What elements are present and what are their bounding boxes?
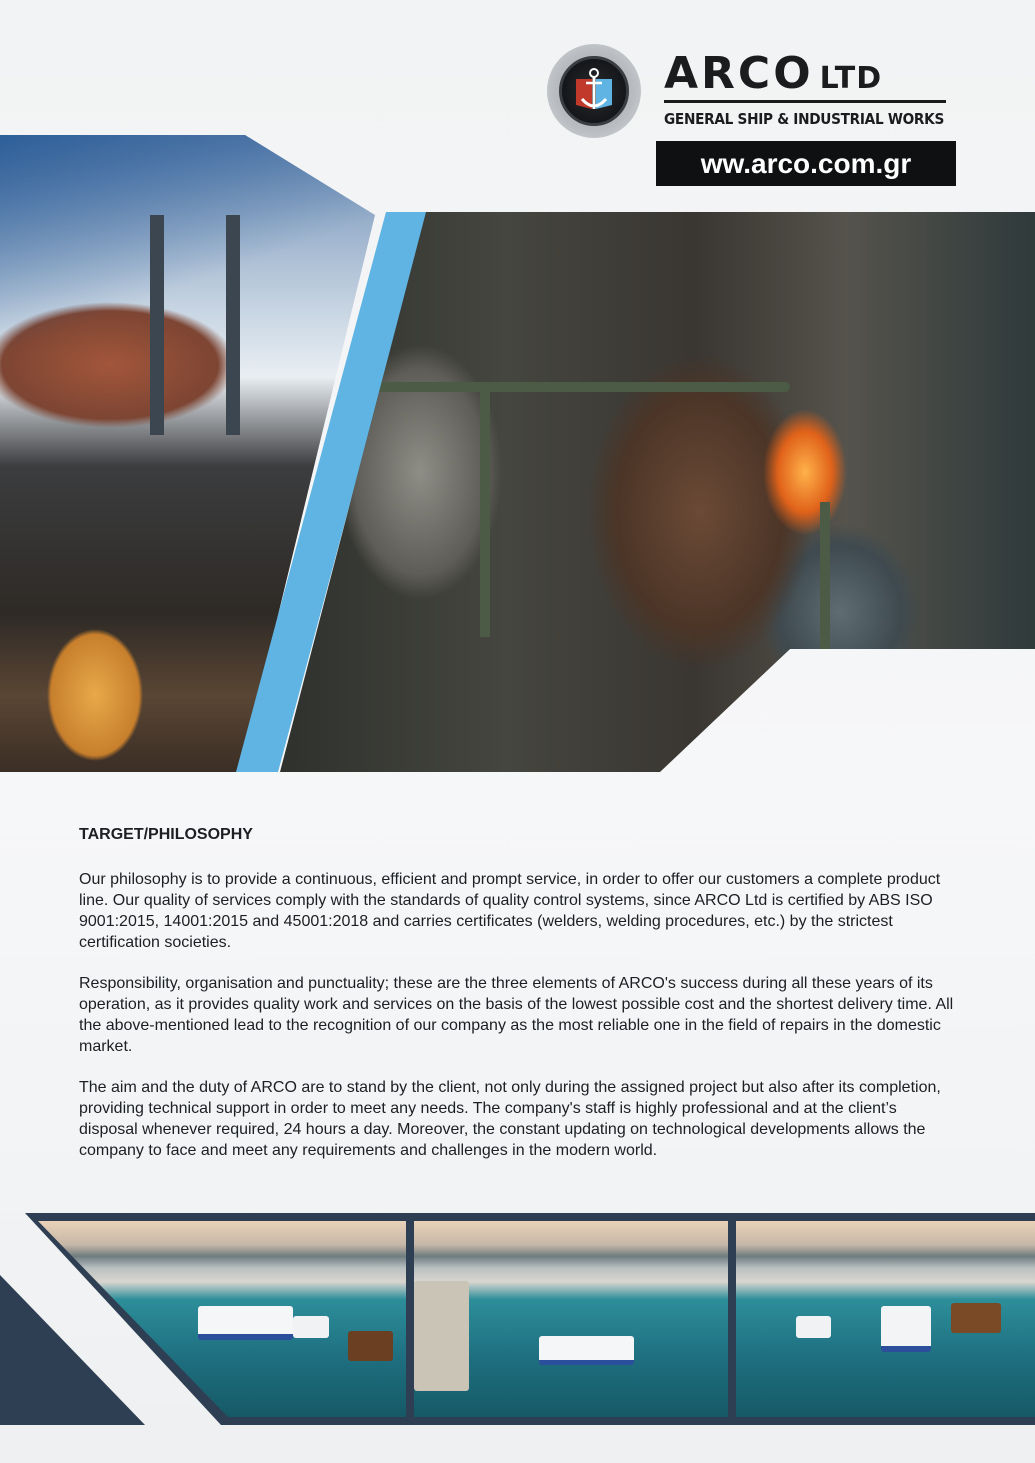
ferry <box>881 1306 931 1352</box>
brand-tagline: GENERAL SHIP & INDUSTRIAL WORKS <box>664 110 945 128</box>
crane-structure <box>150 215 240 435</box>
brand-suffix: LTD <box>819 61 883 96</box>
paragraph: Our philosophy is to provide a continuous, efficient and prompt service, in order to offer our customers a complete product line. Our quality of services comply with the standards of quality control systems, since ARCO Ltd is certified by ABS ISO 9001:2015, 14001:2015 and 45001:2018 and carries certificates (welders, welding procedures, etc.) by the strictest certification societies. <box>79 871 941 951</box>
brand-name: ARCO LTD <box>664 48 883 99</box>
website-link[interactable]: ww.arco.com.gr <box>656 141 956 186</box>
paragraph: Responsibility, organisation and punctuality; these are the three elements of ARCO's success during all these years of its operation, as it provides quality work and services on the basis of the lowest possible cost and the shortest delivery time. All the above-mentioned lead to the recognition of our company as the most reliable one in the field of repairs in the domestic market. <box>79 975 954 1055</box>
railing-post <box>820 502 830 652</box>
harbor-photo <box>736 1221 1035 1417</box>
harbor-photo <box>414 1221 728 1417</box>
paragraph: The aim and the duty of ARCO are to stand by the client, not only during the assigned project but also after its completion, providing technical support in order to meet any needs. The company's staff is highly professional and at the client’s disposal whenever required, 24 hours a day. Moreover, the constant updating on technological developments allows the company to face and meet any requirements and challenges in the modern world. <box>79 1079 941 1159</box>
logo-badge <box>547 44 641 138</box>
ferry <box>539 1336 634 1365</box>
boat <box>796 1316 831 1338</box>
sailboat <box>348 1331 393 1361</box>
railing <box>360 382 790 392</box>
section-heading: TARGET/PHILOSOPHY <box>79 826 253 843</box>
pier <box>414 1281 469 1391</box>
railing-post <box>480 387 490 637</box>
ferry <box>198 1306 293 1340</box>
anchor-logo-icon <box>559 56 629 126</box>
boat <box>293 1316 329 1338</box>
brand-divider <box>664 100 946 103</box>
sailboat <box>951 1303 1001 1333</box>
